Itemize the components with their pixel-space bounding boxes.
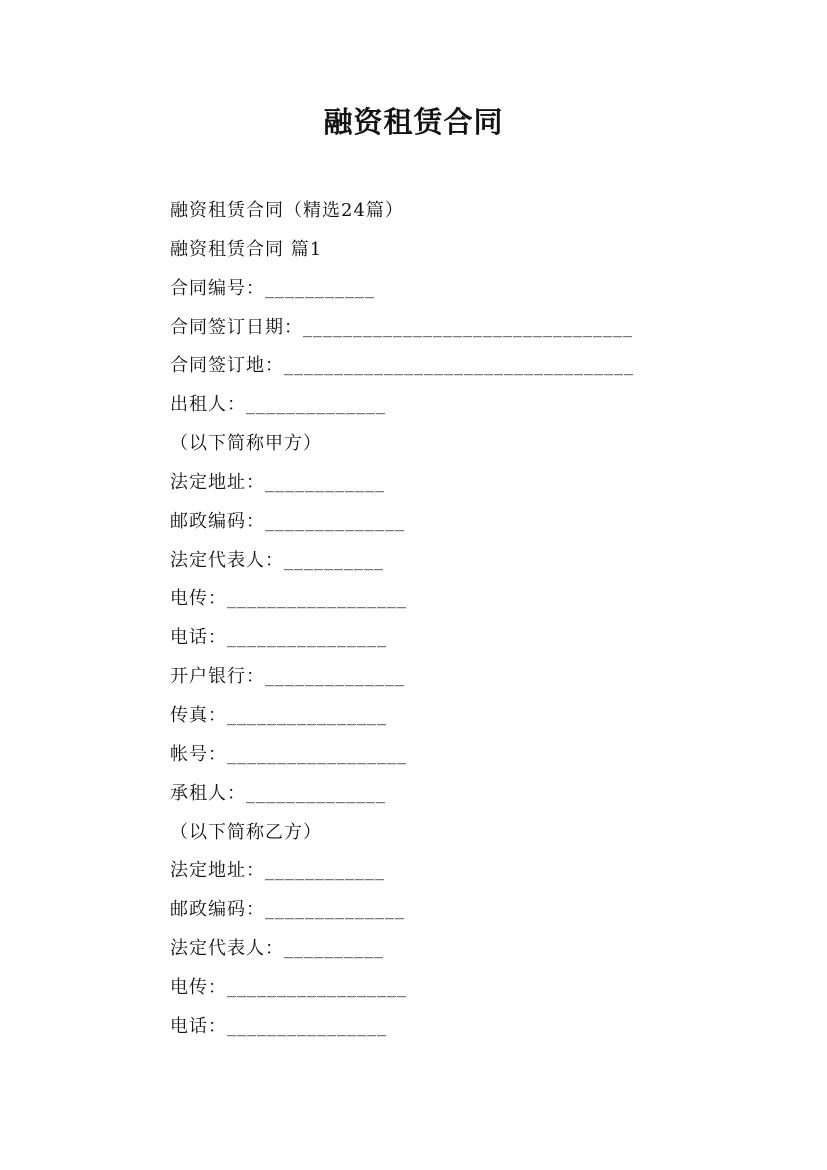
lessor-telex-field: 电传：__________________ [170,588,407,610]
lessor-fax-field: 传真：________________ [170,704,387,726]
document-body [170,192,730,1047]
party-b-note: （以下简称乙方） [170,821,322,843]
lessee-field: 承租人：______________ [170,782,386,804]
lessor-address-field: 法定地址：____________ [170,471,385,493]
lessor-field: 出租人：______________ [170,394,386,416]
signing-date-field: 合同签订日期：_________________________________ [170,316,633,338]
document-subtitle: 融资租赁合同（精选24篇） [170,200,404,221]
lessor-postcode-field: 邮政编码：______________ [170,510,405,532]
section-heading: 融资租赁合同 篇1 [170,238,323,260]
document-title: 融资租赁合同 [323,105,504,139]
lessee-phone-field: 电话：________________ [170,1015,387,1037]
signing-place-field: 合同签订地：___________________________________ [170,355,634,377]
contract-number-field: 合同编号：___________ [170,277,375,299]
lessor-phone-field: 电话：________________ [170,627,387,649]
party-a-note: （以下简称甲方） [170,433,322,455]
lessor-account-field: 帐号：__________________ [170,743,407,765]
lessee-representative-field: 法定代表人：__________ [170,938,384,960]
lessor-bank-field: 开户银行：______________ [170,666,405,688]
lessee-telex-field: 电传：__________________ [170,976,407,998]
lessor-representative-field: 法定代表人：__________ [170,549,384,571]
lessee-postcode-field: 邮政编码：______________ [170,899,405,921]
lessee-address-field: 法定地址：____________ [170,860,385,882]
